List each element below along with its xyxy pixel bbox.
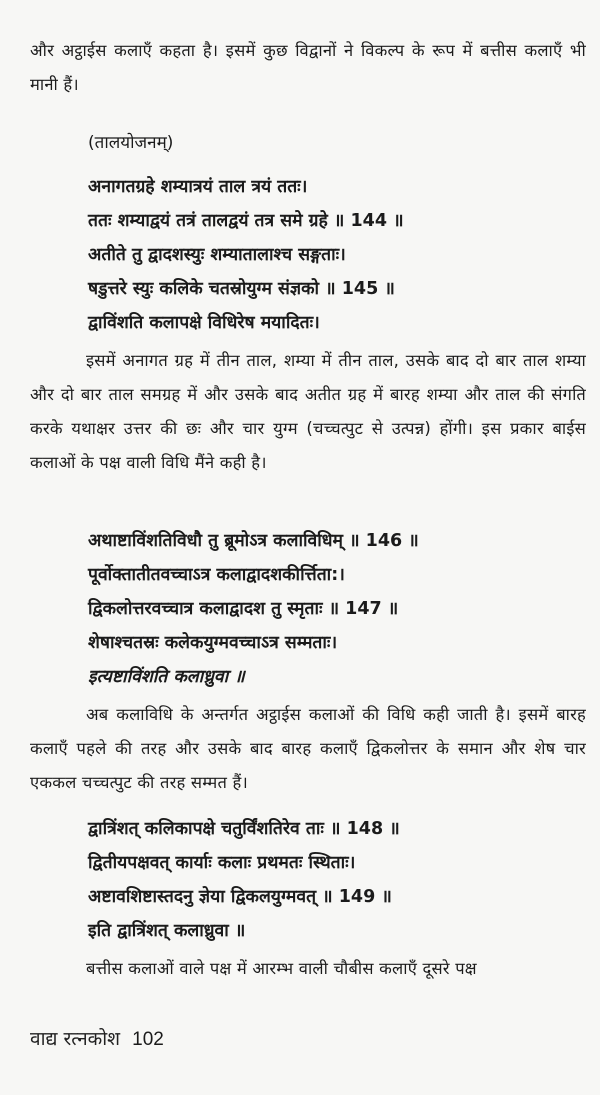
- verse-line: द्विकलोत्तरवच्चात्र कलाद्वादश तु स्मृताः ॥ 147 ॥: [88, 599, 399, 619]
- verse-line: षडुत्तरे स्युः कलिके चतस्रोयुग्म संज्ञको ॥ 145 ॥: [88, 279, 395, 299]
- verse-block-148-149: [88, 812, 588, 948]
- book-title: वाद्य रत्नकोश: [30, 1028, 121, 1050]
- verse-line: अष्टावशिष्टास्तदनु ज्ञेया द्विकलयुग्मवत् ॥ 149 ॥: [88, 887, 392, 907]
- verse-line: द्वितीयपक्षवत् कार्याः कलाः प्रथमतः स्थिताः।: [88, 853, 356, 873]
- page-footer: [30, 1024, 164, 1055]
- verse-line: अथाष्टाविंशतिविधौ तु ब्रूमोऽत्र कलाविधिम् ॥ 146 ॥: [88, 531, 419, 551]
- verse-line: द्वात्रिंशत् कलिकापक्षे चतुर्विंशतिरेव ताः ॥ 148 ॥: [88, 819, 400, 839]
- verse-line: ततः शम्याद्वयं तत्रं तालद्वयं तत्र समे ग्रहे ॥ 144 ॥: [88, 211, 404, 231]
- verse-line: इति द्वात्रिंशत् कलाध्रुवा ॥: [88, 921, 246, 941]
- verse-line: पूर्वोक्तातीतवच्चाऽत्र कलाद्वादशकीर्त्तिता:।: [88, 565, 345, 585]
- verse-line: द्वाविंशति कलापक्षे विधिरेष मयादितः।: [88, 313, 320, 333]
- verse-block-146-147: [88, 524, 588, 694]
- verse-line: अतीते तु द्वादशस्युः शम्यातालाश्च सङ्गताः।: [88, 245, 346, 265]
- section-heading: (तालयोजनम्): [88, 133, 174, 153]
- page-number: 102: [132, 1029, 164, 1050]
- verse-block-144-145: [88, 170, 588, 340]
- verse-line-colophon: इत्यष्टाविंशति कलाध्रुवा ॥: [88, 667, 245, 687]
- intro-paragraph: और अट्ठाईस कलाएँ कहता है। इसमें कुछ विद्वानों ने विकल्प के रूप में बत्तीस कलाएँ भी मानी हैं।: [30, 41, 586, 94]
- verse-line: अनागतग्रहे शम्यात्रयं ताल त्रयं ततः।: [88, 177, 308, 197]
- commentary-paragraph-1: इसमें अनागत ग्रह में तीन ताल, शम्या में तीन ताल, उसके बाद दो बार ताल शम्या और दो बार ताल समग्रह में और उसके बाद अतीत ग्रह में बारह शम्या और ताल की संगति करके यथाक्षर उत्तर की छः और चार युग्म (चच्चत्पुट से उत्पन्न) होंगी। इस प्रकार बाईस कलाओं के पक्ष वाली विधि मैंने कही है।: [30, 351, 586, 472]
- commentary-paragraph-2: अब कलाविधि के अन्तर्गत अट्ठाईस कलाओं की विधि कही जाती है। इसमें बारह कलाएँ पहले की तरह और उसके बाद बारह कलाएँ द्विकलोत्तर के समान और शेष चार एककल चच्चत्पुट की तरह सम्मत हैं।: [30, 705, 586, 792]
- verse-line: शेषाश्चतस्रः कलेकयुग्मवच्चाऽत्र सम्मताः।: [88, 633, 338, 653]
- trailing-paragraph: बत्तीस कलाओं वाले पक्ष में आरम्भ वाली चौबीस कलाएँ दूसरे पक्ष: [86, 959, 477, 978]
